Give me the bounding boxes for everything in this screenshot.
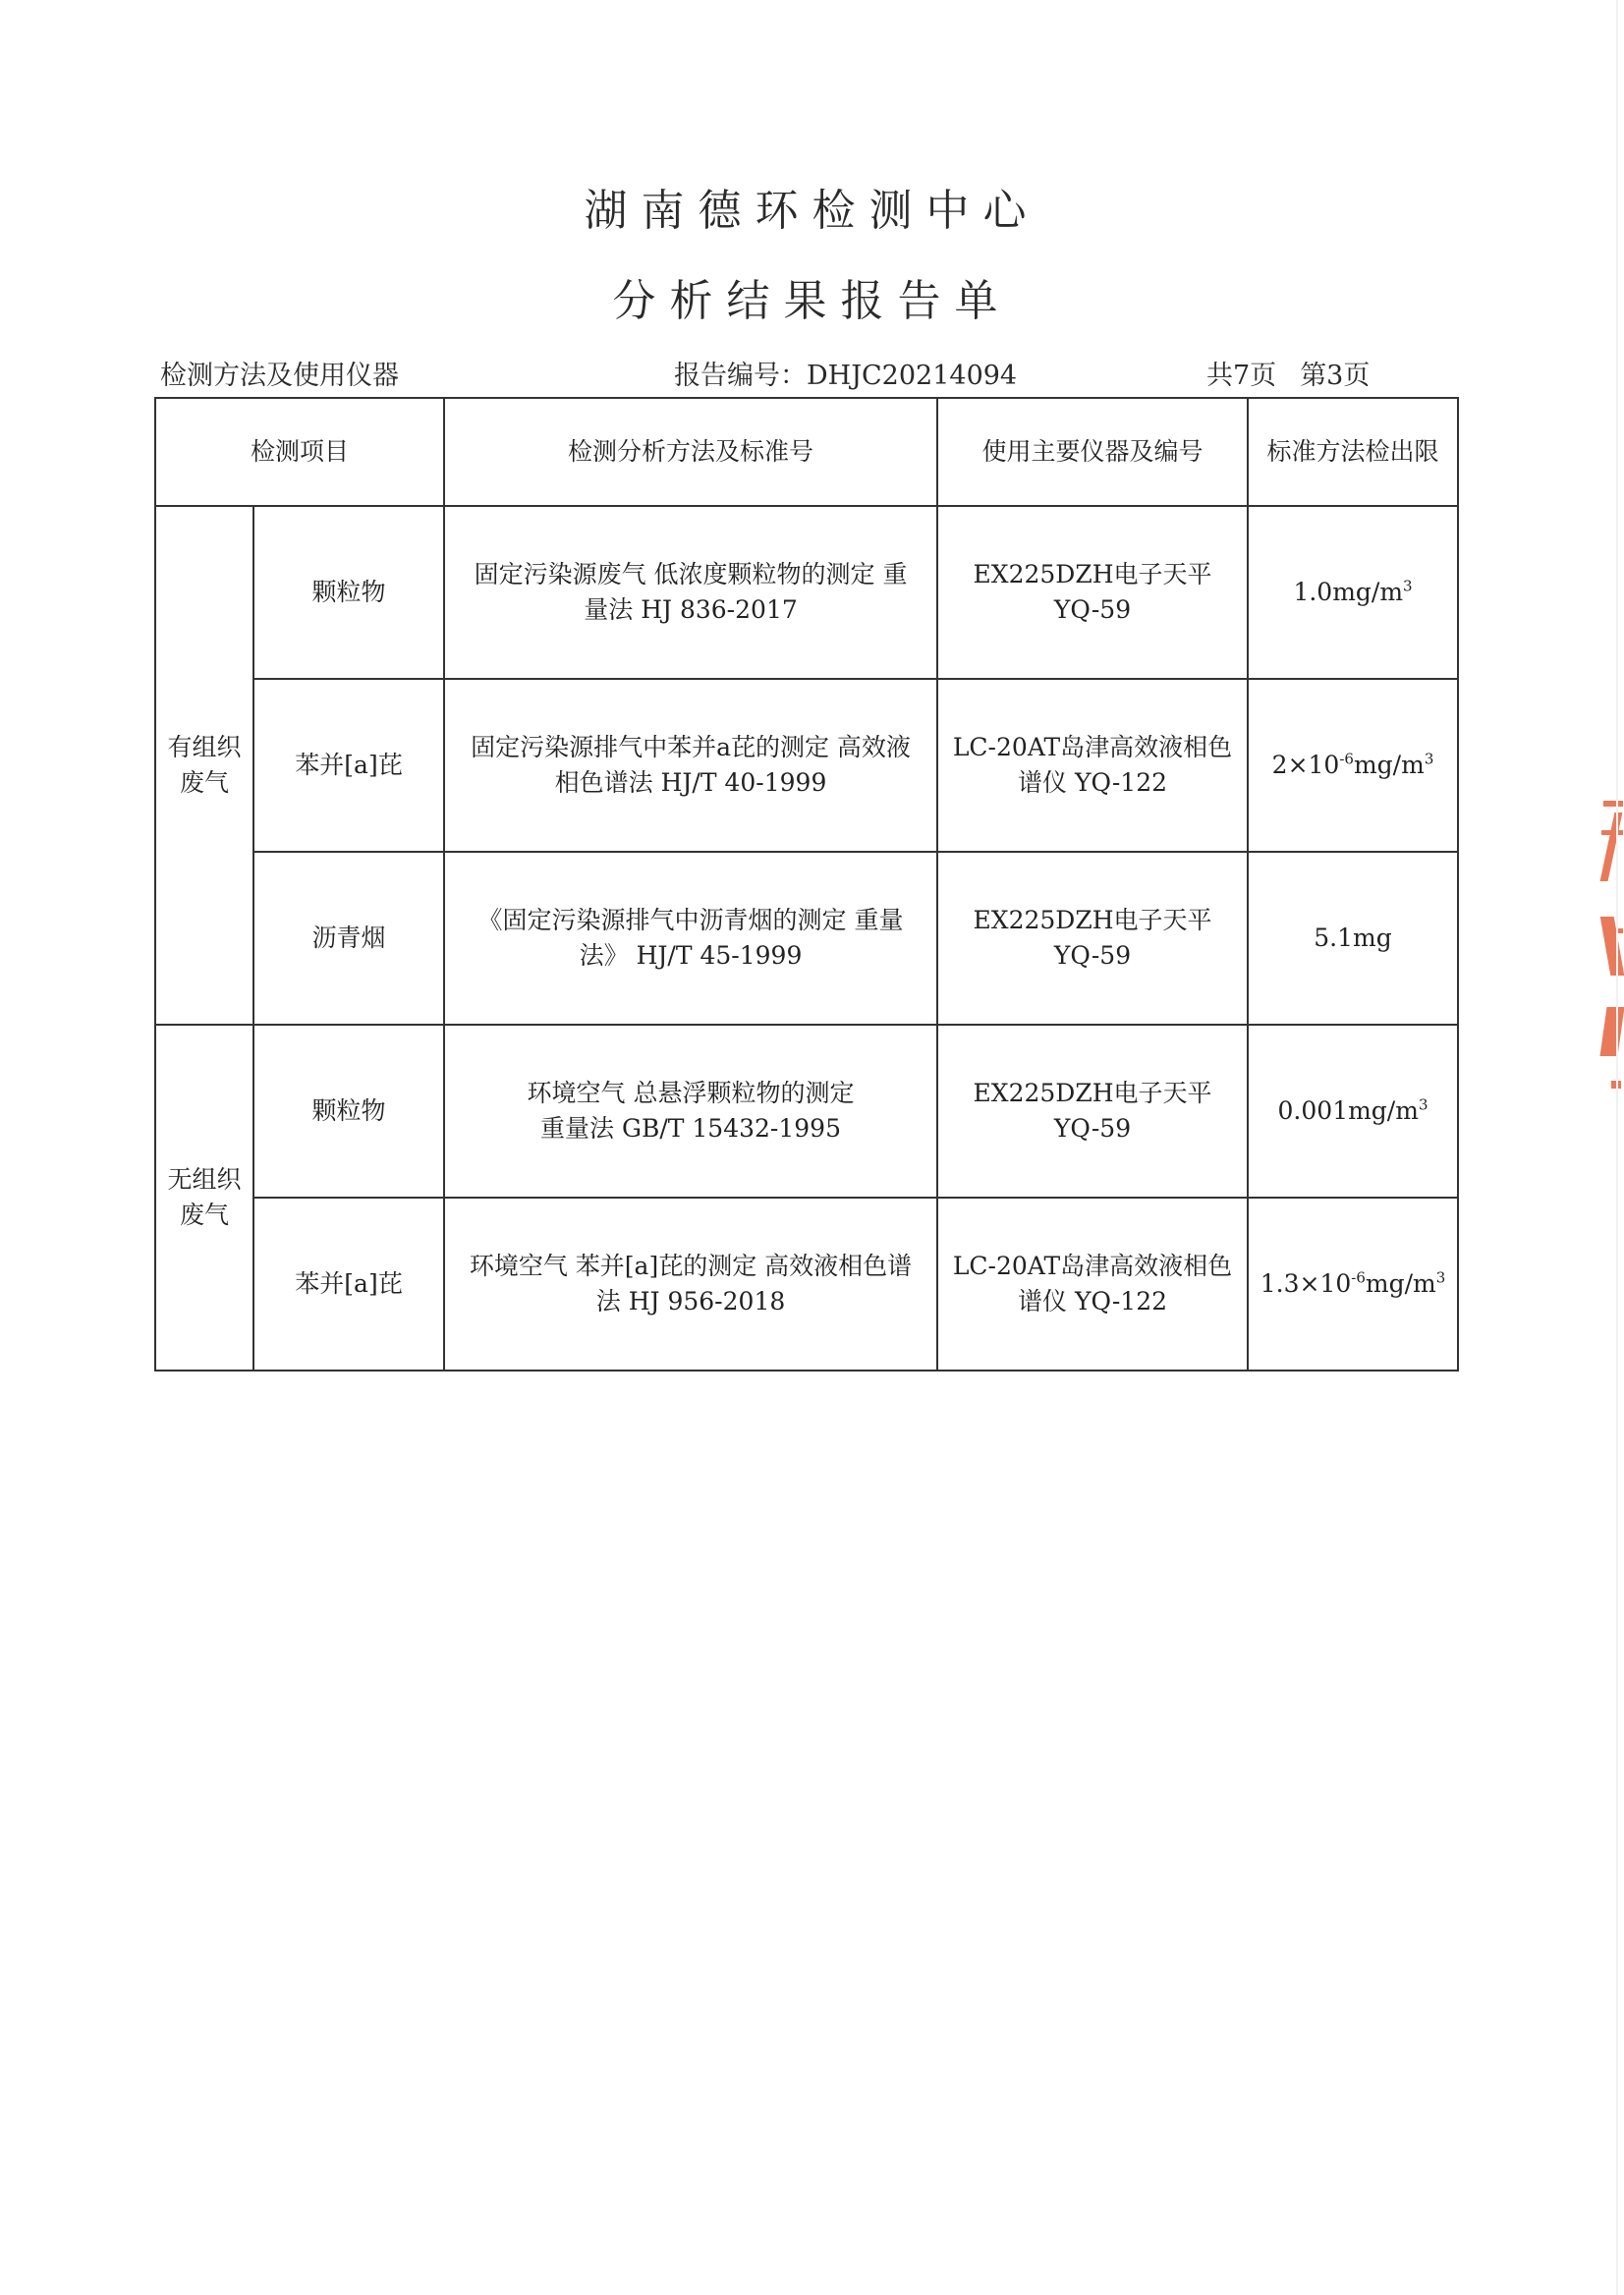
item-name: 颗粒物 xyxy=(253,506,444,679)
results-table xyxy=(154,397,1459,1371)
limit-cell: $2\times 10^{-6}mg/m^3$ xyxy=(1248,679,1458,852)
total-pages: 共7页 xyxy=(1206,361,1277,391)
document-title: 分析结果报告单 xyxy=(612,276,1012,326)
table-row xyxy=(155,1025,1458,1198)
header-detection-limit: 标准方法检出限 xyxy=(1248,398,1458,506)
header-instrument: 使用主要仪器及编号 xyxy=(937,398,1248,506)
table-row xyxy=(155,679,1458,852)
group-fugitive-emission: 无组织 废气 xyxy=(155,1025,253,1371)
seal-stamp xyxy=(1597,801,1624,1125)
instrument-cell: EX225DZH电子天平 YQ-59 xyxy=(937,1025,1248,1198)
report-number: 报告编号：DHJC20214094 xyxy=(674,361,1018,391)
method-cell: 《固定污染源排气中沥青烟的测定 重量 法》 HJ/T 45-1999 xyxy=(444,852,937,1025)
table-row xyxy=(155,506,1458,679)
table-row xyxy=(155,852,1458,1025)
header-test-item: 检测项目 xyxy=(155,398,444,506)
org-name: 湖南德环检测中心 xyxy=(584,186,1040,236)
method-cell: 固定污染源废气 低浓度颗粒物的测定 重 量法 HJ 836-2017 xyxy=(444,506,937,679)
item-name: 苯并[a]芘 xyxy=(253,1198,444,1371)
instrument-cell: LC-20AT岛津高效液相色 谱仪 YQ-122 xyxy=(937,1198,1248,1371)
page-info xyxy=(1206,354,1393,392)
instrument-cell: LC-20AT岛津高效液相色 谱仪 YQ-122 xyxy=(937,679,1248,852)
method-cell: 环境空气 总悬浮颗粒物的测定 重量法 GB/T 15432-1995 xyxy=(444,1025,937,1198)
group-organized-emission: 有组织 废气 xyxy=(155,506,253,1025)
page-edge-line xyxy=(1616,0,1618,2295)
instrument-cell: EX225DZH电子天平 YQ-59 xyxy=(937,852,1248,1025)
method-cell: 固定污染源排气中苯并a芘的测定 高效液 相色谱法 HJ/T 40-1999 xyxy=(444,679,937,852)
section-label: 检测方法及使用仪器 xyxy=(160,361,399,391)
limit-cell: $1.0mg/m^3$ xyxy=(1248,506,1458,679)
header-method: 检测分析方法及标准号 xyxy=(444,398,937,506)
item-name: 沥青烟 xyxy=(253,852,444,1025)
current-page: 第3页 xyxy=(1300,361,1371,391)
limit-cell: $0.001mg/m^3$ xyxy=(1248,1025,1458,1198)
table-header-row xyxy=(155,398,1458,506)
limit-cell: $1.3\times 10^{-6}mg/m^3$ xyxy=(1248,1198,1458,1371)
item-name: 颗粒物 xyxy=(253,1025,444,1198)
instrument-cell: EX225DZH电子天平 YQ-59 xyxy=(937,506,1248,679)
table-row xyxy=(155,1198,1458,1371)
method-cell: 环境空气 苯并[a]芘的测定 高效液相色谱 法 HJ 956-2018 xyxy=(444,1198,937,1371)
item-name: 苯并[a]芘 xyxy=(253,679,444,852)
limit-cell: 5.1mg xyxy=(1248,852,1458,1025)
